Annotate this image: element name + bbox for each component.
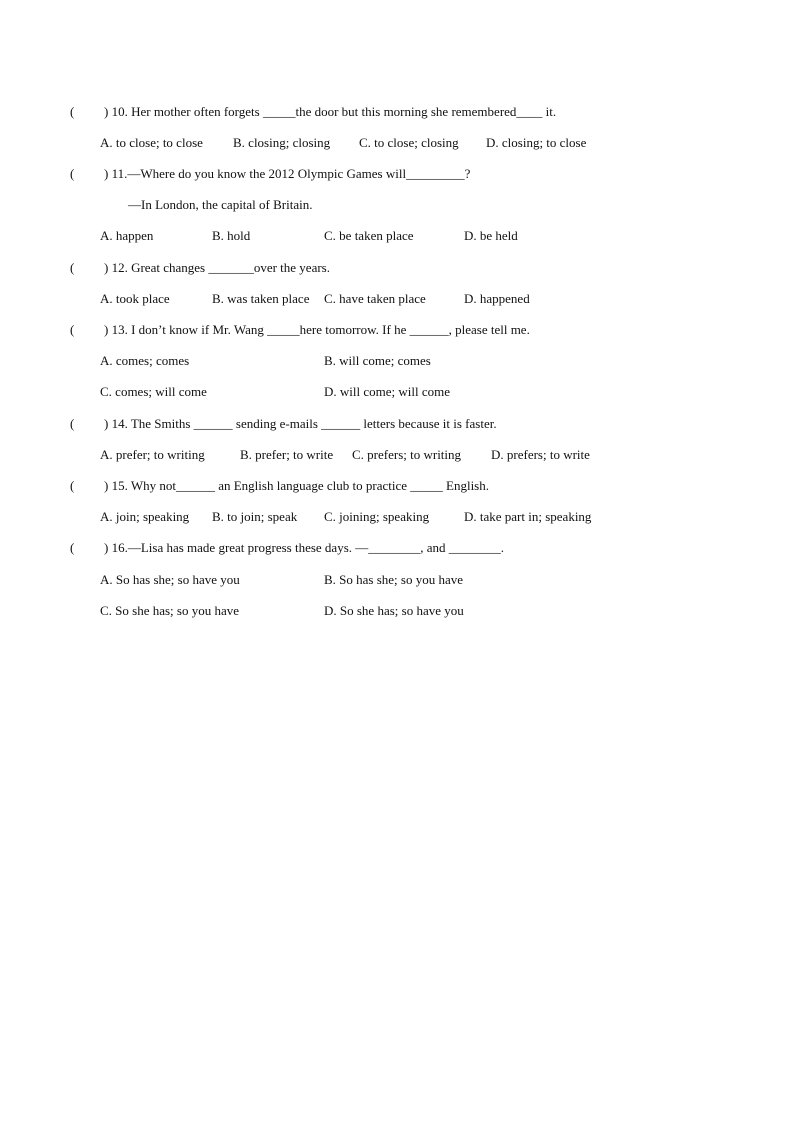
question-stem: ) 13. I don’t know if Mr. Wang _____here tomorrow. If he ______, please tell me. (104, 322, 530, 337)
option-c: C. to close; closing (359, 135, 459, 150)
question-stem: ) 14. The Smiths ______ sending e-mails ______ letters because it is faster. (104, 416, 497, 431)
option-c: C. comes; will come (100, 384, 207, 399)
question-stem: ) 10. Her mother often forgets _____the door but this morning she remembered____ it. (104, 104, 557, 119)
question-stem: ) 16.—Lisa has made great progress these days. —________, and ________. (104, 540, 505, 555)
question-stem: ) 12. Great changes _______over the years. (104, 260, 330, 275)
option-d: D. take part in; speaking (464, 509, 592, 524)
option-d: D. So she has; so have you (324, 603, 464, 618)
dialog-reply: —In London, the capital of Britain. (128, 197, 313, 212)
question-stem: ) 11.—Where do you know the 2012 Olympic Games will_________? (104, 166, 471, 181)
answer-parenthesis: ( (70, 322, 75, 337)
question-stem: ) 15. Why not______ an English language club to practice _____ English. (104, 478, 489, 493)
option-d: D. closing; to close (486, 135, 587, 150)
option-b: B. was taken place (212, 291, 310, 306)
answer-parenthesis: ( (70, 166, 75, 181)
option-a: A. join; speaking (100, 509, 190, 524)
answer-parenthesis: ( (70, 478, 75, 493)
option-b: B. to join; speak (212, 509, 298, 524)
option-b: B. hold (212, 228, 251, 243)
answer-parenthesis: ( (70, 104, 75, 119)
option-d: D. be held (464, 228, 518, 243)
option-a: A. to close; to close (100, 135, 203, 150)
option-c: C. be taken place (324, 228, 414, 243)
option-c: C. prefers; to writing (352, 447, 462, 462)
option-a: A. took place (100, 291, 170, 306)
option-b: B. prefer; to write (240, 447, 334, 462)
option-d: D. happened (464, 291, 530, 306)
option-d: D. will come; will come (324, 384, 451, 399)
answer-parenthesis: ( (70, 416, 75, 431)
option-b: B. closing; closing (233, 135, 331, 150)
option-b: B. will come; comes (324, 353, 431, 368)
option-a: A. So has she; so have you (100, 572, 240, 587)
answer-parenthesis: ( (70, 260, 75, 275)
option-b: B. So has she; so you have (324, 572, 464, 587)
option-c: C. So she has; so you have (100, 603, 240, 618)
option-c: C. have taken place (324, 291, 426, 306)
answer-parenthesis: ( (70, 540, 75, 555)
option-a: A. happen (100, 228, 154, 243)
option-d: D. prefers; to write (491, 447, 590, 462)
option-a: A. comes; comes (100, 353, 190, 368)
option-c: C. joining; speaking (324, 509, 430, 524)
option-a: A. prefer; to writing (100, 447, 205, 462)
